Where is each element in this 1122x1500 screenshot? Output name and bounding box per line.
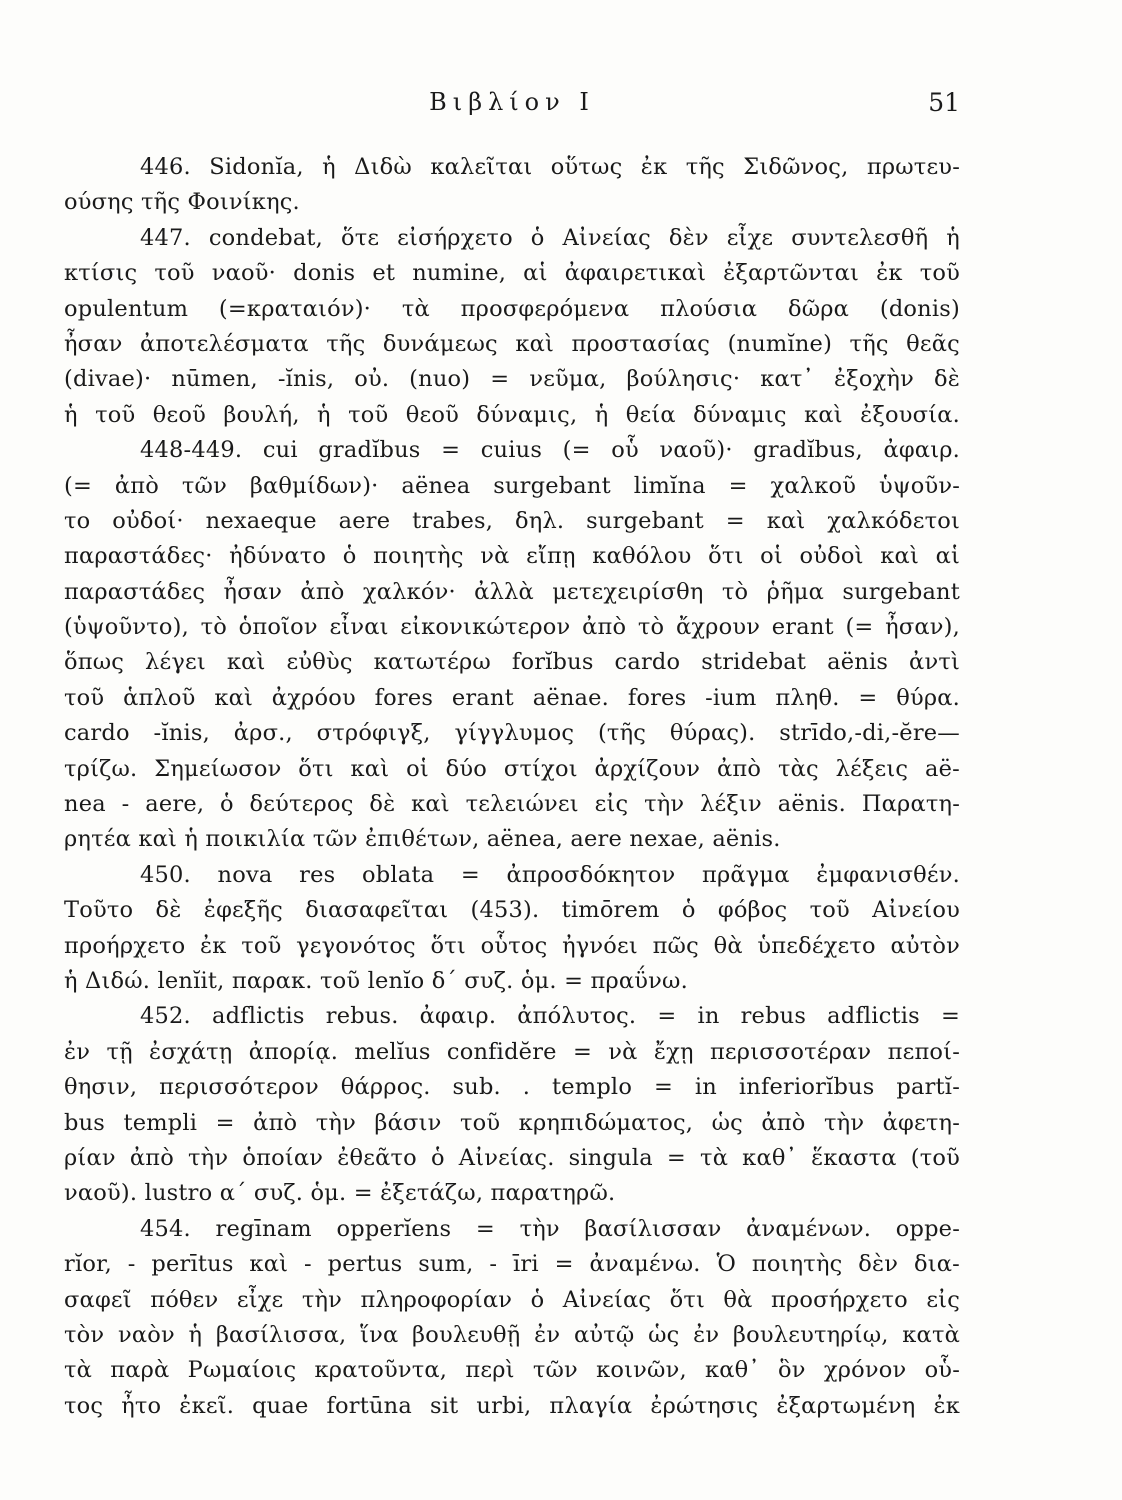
text-line: opulentum (=κραταιόν)· τὰ προσφερόμενα πλούσια δῶρα (donis) — [64, 295, 960, 322]
text-line: 452. adflictis rebus. ἀφαιρ. ἀπόλυτος. = in rebus adflictis = — [140, 1003, 960, 1030]
text-line: cardo -ĭnis, ἀρσ., στρόφιγξ, γίγγλυμος (τῆς θύρας). strīdo,-di,-ĕre— — [64, 720, 960, 747]
text-line: 450. nova res oblata = ἀπροσδόκητον πρᾶγμα ἐμφανισθέν. — [140, 861, 960, 888]
text-line: 446. Sidonĭa, ἡ Διδὼ καλεῖται οὕτως ἐκ τῆς Σιδῶνος, πρωτευ- — [140, 154, 960, 180]
text-line: σαφεῖ πόθεν εἶχε τὴν πληροφορίαν ὁ Αἰνείας ὅτι θὰ προσήρχετο εἰς — [64, 1286, 960, 1313]
text-line: προήρχετο ἐκ τοῦ γεγονότος ὅτι οὗτος ἠγνόει πῶς θὰ ὑπεδέχετο αὐτὸν — [64, 932, 960, 959]
text-line: rĭor, - perītus καὶ - pertus sum, - īri = ἀναμένω. Ὁ ποιητὴς δὲν δια- — [64, 1251, 960, 1278]
text-line: ούσης τῆς Φοινίκης. — [64, 189, 300, 216]
commentary-text — [64, 150, 960, 1424]
text-line: nea - aere, ὁ δεύτερος δὲ καὶ τελειώνει εἰς τὴν λέξιν aënis. Παρατη- — [64, 791, 960, 818]
text-line: (divae)· nūmen, -ĭnis, οὐ. (nuo) = νεῦμα, βούλησις· κατ᾽ ἐξοχὴν δὲ — [64, 366, 960, 393]
text-line: ὅπως λέγει καὶ εὐθὺς κατωτέρω forĭbus cardo stridebat aënis ἀντὶ — [64, 649, 960, 676]
text-line: τὰ παρὰ Ρωμαίοις κρατοῦντα, περὶ τῶν κοινῶν, καθ᾽ ὃν χρόνον οὗ- — [64, 1357, 960, 1384]
page-number: 51 — [928, 88, 960, 117]
text-line: κτίσις τοῦ ναοῦ· donis et numine, αἱ ἀφαιρετικαὶ ἐξαρτῶνται ἐκ τοῦ — [64, 260, 960, 287]
text-line: παραστάδες ἦσαν ἀπὸ χαλκόν· ἀλλὰ μετεχειρίσθη τὸ ῥῆμα surgebant — [64, 578, 960, 605]
text-line: 454. regīnam opperĭens = τὴν βασίλισσαν ἀναμένων. oppe- — [140, 1215, 960, 1242]
running-title: Βιβλίον Ι — [429, 88, 595, 116]
text-line: ἡ Διδώ. lenĭit, παρακ. τοῦ lenĭo δ΄ συζ. ὁμ. = πραΰνω. — [64, 967, 688, 994]
text-line: τος ἦτο ἐκεῖ. quae fortūna sit urbi, πλαγία ἐρώτησις ἐξαρτωμένη ἐκ — [64, 1392, 960, 1419]
text-line: ἐν τῇ ἐσχάτῃ ἀπορίᾳ. melĭus confidĕre = νὰ ἔχῃ περισσοτέραν πεποί- — [64, 1038, 960, 1065]
text-line: θησιν, περισσότερον θάρρος. sub. . templo = in inferiorĭbus partĭ- — [64, 1074, 960, 1101]
text-line: 447. condebat, ὅτε εἰσήρχετο ὁ Αἰνείας δὲν εἶχε συντελεσθῆ ἡ — [140, 224, 960, 251]
text-line: ἦσαν ἀποτελέσματα τῆς δυνάμεως καὶ προστασίας (numĭne) τῆς θεᾶς — [64, 330, 960, 357]
text-line: Τοῦτο δὲ ἐφεξῆς διασαφεῖται (453). timōrem ὁ φόβος τοῦ Αἰνείου — [64, 897, 960, 924]
text-line: το οὐδοί· nexaeque aere trabes, δηλ. surgebant = καὶ χαλκόδετοι — [64, 507, 960, 534]
text-line: ναοῦ). lustro α΄ συζ. ὁμ. = ἐξετάζω, παρατηρῶ. — [64, 1180, 616, 1207]
running-head — [64, 84, 960, 124]
text-line: παραστάδες· ἠδύνατο ὁ ποιητὴς νὰ εἴπῃ καθόλου ὅτι οἱ οὐδοὶ καὶ αἱ — [64, 543, 960, 570]
text-line: ρίαν ἀπὸ τὴν ὁποίαν ἐθεᾶτο ὁ Αἰνείας. singula = τὰ καθ᾽ ἕκαστα (τοῦ — [64, 1144, 960, 1171]
text-line: bus templi = ἀπὸ τὴν βάσιν τοῦ κρηπιδώματος, ὡς ἀπὸ τὴν ἀφετη- — [64, 1109, 960, 1136]
text-line: (= ἀπὸ τῶν βαθμίδων)· aënea surgebant limĭna = χαλκοῦ ὑψοῦν- — [64, 472, 960, 499]
text-line: τρίζω. Σημείωσον ὅτι καὶ οἱ δύο στίχοι ἀρχίζουν ἀπὸ τὰς λέξεις aë- — [64, 755, 960, 782]
text-line: ρητέα καὶ ἡ ποικιλία τῶν ἐπιθέτων, aënea, aere nexae, aënis. — [64, 826, 781, 853]
text-line: (ὑψοῦντο), τὸ ὁποῖον εἶναι εἰκονικώτερον ἀπὸ τὸ ἄχρουν erant (= ἦσαν), — [64, 614, 960, 641]
text-line: τὸν ναὸν ἡ βασίλισσα, ἵνα βουλευθῇ ἐν αὐτῷ ὡς ἐν βουλευτηρίῳ, κατὰ — [64, 1321, 960, 1348]
text-line: τοῦ ἁπλοῦ καὶ ἀχρόου fores erant aënae. fores -ium πληθ. = θύρα. — [64, 684, 960, 711]
text-line: ἡ τοῦ θεοῦ βουλή, ἡ τοῦ θεοῦ δύναμις, ἡ θεία δύναμις καὶ ἐξουσία. — [64, 401, 960, 428]
text-line: 448-449. cui gradĭbus = cuius (= οὗ ναοῦ)· gradĭbus, ἀφαιρ. — [140, 437, 960, 464]
